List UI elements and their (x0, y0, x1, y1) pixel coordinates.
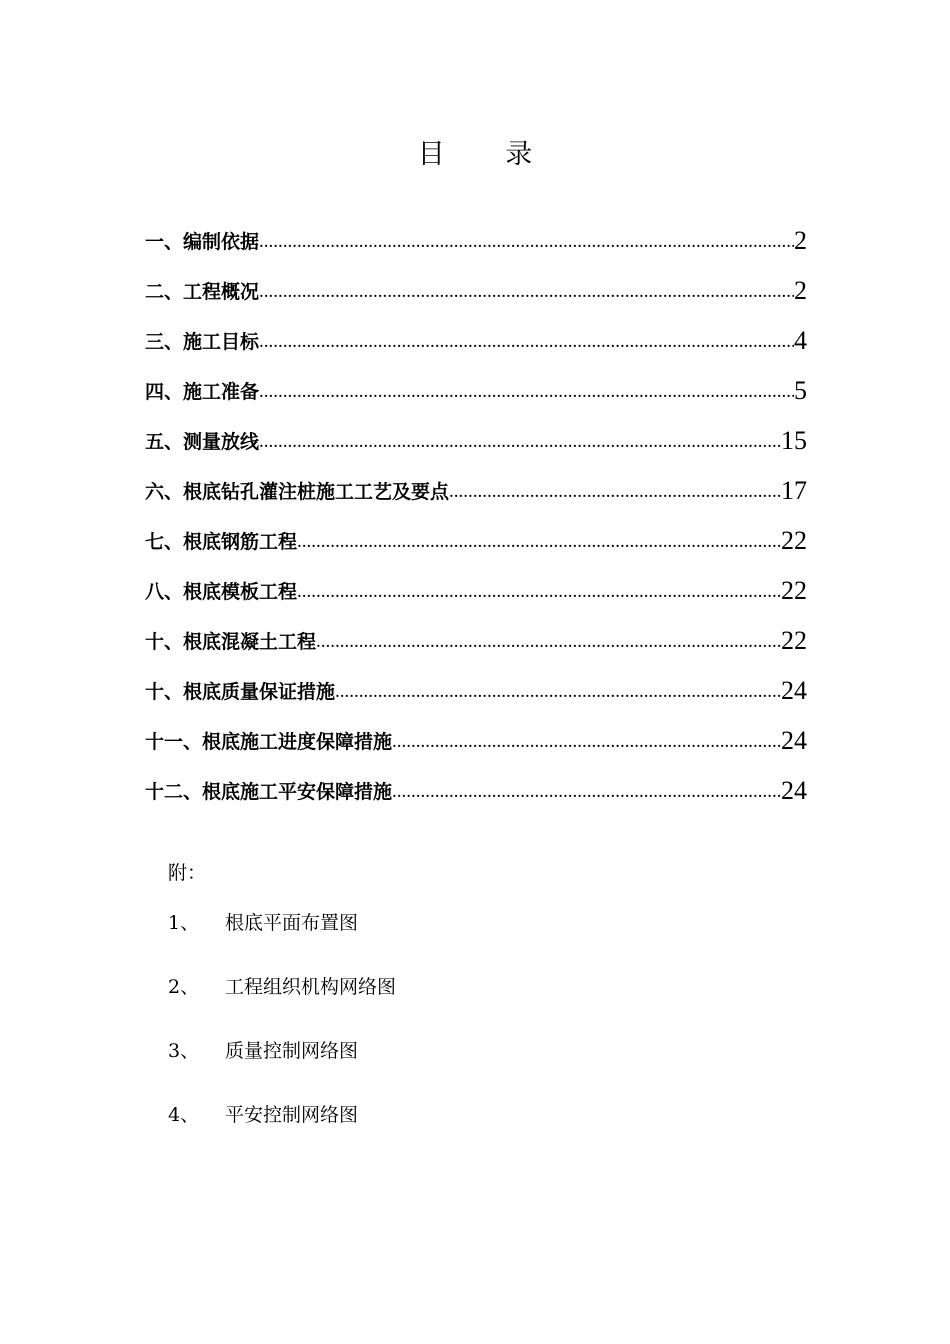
toc-dot-leader (259, 379, 794, 405)
table-of-contents (145, 205, 807, 805)
toc-entry-label: 七、根底钢筋工程 (145, 531, 298, 553)
document-title: 目 录 (417, 139, 559, 170)
toc-entry-label: 五、测量放线 (145, 431, 260, 453)
toc-page-number: 17 (781, 476, 807, 505)
toc-dot-leader (297, 579, 781, 605)
appendix-item (168, 905, 768, 955)
toc-dot-leader (259, 329, 794, 355)
appendix-item-text: 平安控制网络图 (225, 1104, 359, 1126)
toc-page-number: 4 (794, 326, 807, 355)
toc-page-number: 22 (781, 526, 807, 555)
toc-entry (145, 255, 807, 305)
appendix-item-text: 根底平面布置图 (225, 912, 359, 934)
toc-entry-label: 二、工程概况 (145, 281, 260, 303)
toc-page-number: 15 (781, 426, 807, 455)
toc-dot-leader (449, 479, 781, 505)
toc-entry-label: 十、根底混凝土工程 (145, 631, 317, 653)
appendix-item-text: 工程组织机构网络图 (225, 976, 397, 998)
appendix-title: 附： (168, 862, 207, 884)
toc-dot-leader (259, 229, 794, 255)
toc-dot-leader (316, 629, 781, 655)
appendix-item-text: 质量控制网络图 (225, 1040, 359, 1062)
toc-page-number: 5 (794, 376, 807, 405)
appendix-item-number: 1、 (168, 912, 200, 934)
toc-dot-leader (297, 529, 781, 555)
toc-entry-label: 十、根底质量保证措施 (145, 681, 336, 703)
toc-dot-leader (392, 729, 781, 755)
toc-page-number: 22 (781, 626, 807, 655)
toc-entry (145, 705, 807, 755)
toc-entry (145, 305, 807, 355)
toc-dot-leader (259, 279, 794, 305)
toc-entry (145, 655, 807, 705)
appendix-item (168, 1033, 768, 1083)
toc-entry-label: 十二、根底施工平安保障措施 (145, 781, 393, 803)
toc-entry-label: 十一、根底施工进度保障措施 (145, 731, 393, 753)
toc-page-number: 24 (781, 776, 807, 805)
appendix-section (168, 855, 768, 1147)
toc-entry-label: 一、编制依据 (145, 231, 260, 253)
appendix-item-number: 2、 (168, 976, 200, 998)
toc-entry (145, 505, 807, 555)
toc-entry-label: 三、施工目标 (145, 331, 260, 353)
toc-page-number: 2 (794, 276, 807, 305)
toc-entry (145, 205, 807, 255)
appendix-item (168, 1097, 768, 1147)
toc-entry (145, 755, 807, 805)
toc-entry (145, 605, 807, 655)
appendix-item (168, 969, 768, 1019)
toc-entry-label: 四、施工准备 (145, 381, 260, 403)
toc-entry (145, 405, 807, 455)
toc-page-number: 24 (781, 726, 807, 755)
appendix-item-number: 4、 (168, 1104, 200, 1126)
toc-entry (145, 455, 807, 505)
toc-dot-leader (335, 679, 781, 705)
toc-entry (145, 355, 807, 405)
toc-entry (145, 555, 807, 605)
toc-page-number: 2 (794, 226, 807, 255)
toc-entry-label: 六、根底钻孔灌注桩施工工艺及要点 (145, 481, 450, 503)
toc-entry-label: 八、根底模板工程 (145, 581, 298, 603)
toc-page-number: 24 (781, 676, 807, 705)
toc-dot-leader (392, 779, 781, 805)
appendix-item-number: 3、 (168, 1040, 200, 1062)
toc-page-number: 22 (781, 576, 807, 605)
toc-dot-leader (259, 429, 781, 455)
